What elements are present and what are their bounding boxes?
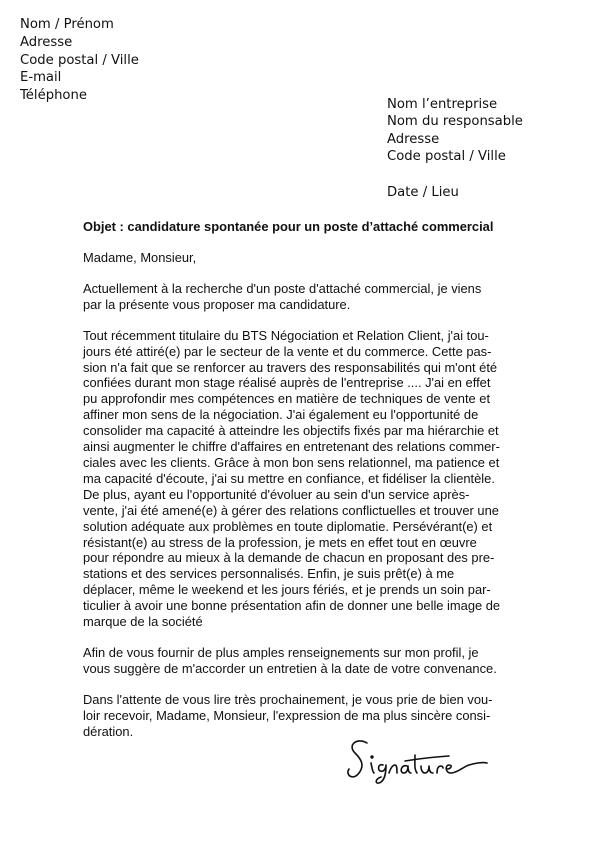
text-line: solution adéquate aux problèmes en toute diplomatie. Persévérant(e) et: [83, 518, 493, 534]
letter-body: [83, 250, 513, 754]
paragraph-closing: [83, 692, 513, 740]
sender-name: Nom / Prénom: [20, 17, 114, 32]
recipient-block: [387, 96, 523, 166]
text-line: Actuellement à la recherche d'un poste d'attaché commercial, je viens: [83, 280, 482, 296]
text-line: vente, j'ai été amené(e) à gérer des relations conflictuelles et trouver une: [83, 502, 499, 518]
letter-subject: Objet : candidature spontanée pour un poste d’attaché commercial: [83, 219, 494, 234]
recipient-company: Nom l’entreprise: [387, 97, 498, 112]
text-line: Afin de vous fournir de plus amples renseignements sur mon profil, je: [83, 644, 479, 660]
text-line: ticulier à avoir une bonne présentation afin de donner une belle image de: [83, 598, 501, 614]
text-line: Tout récemment titulaire du BTS Négociation et Relation Client, j'ai tou-: [83, 327, 489, 343]
paragraph-experience: [83, 328, 513, 630]
text-line: affiner mon sens de la négociation. J'ai également eu l'opportunité de: [83, 407, 479, 423]
signature-scrawl: [345, 735, 490, 785]
recipient-manager: Nom du responsable: [387, 114, 523, 130]
text-line: ainsi augmenter le chiffre d'affaires en entretenant des relations commer-: [83, 439, 500, 455]
text-line: stations et des services personnalisés. Enfin, je suis prêt(e) à me: [83, 566, 455, 582]
text-line: résistant(e) au stress de la profession, je mets en effet tout en œuvre: [83, 534, 477, 550]
paragraph-intro: [83, 281, 513, 313]
text-line: sion n'a fait que se renforcer au travers des responsabilités qui m'ont été: [83, 359, 498, 375]
handwritten-signature: [345, 735, 490, 785]
text-line: déplacer, même le weekend et les jours fériés, et je prends un soin par-: [83, 582, 491, 598]
salutation: Madame, Monsieur,: [83, 250, 197, 265]
date-place: Date / Lieu: [387, 185, 459, 200]
text-line: ciales avec les clients. Grâce à mon bon sens relationnel, ma patience et: [83, 454, 500, 470]
sender-address: Adresse: [20, 34, 73, 50]
text-line: pu approfondir mes compétences en matière de techniques de vente et: [83, 391, 491, 407]
text-line: vous suggère de m'accorder un entretien à la date de votre convenance.: [83, 660, 497, 676]
text-line: ma capacité d'écoute, j'ai su mettre en confiance, et fidéliser la clientèle.: [83, 470, 495, 486]
text-line: pour répondre au mieux à la demande de chacun en proposant des pre-: [83, 550, 495, 566]
sender-block: [20, 16, 139, 105]
text-line: loir recevoir, Madame, Monsieur, l'expression de ma plus sincère consi-: [83, 707, 491, 723]
paragraph-interview: [83, 645, 513, 677]
text-line: De plus, ayant eu l'opportunité d'évoluer au sein d'un service après-: [83, 486, 470, 502]
text-line: jours été attiré(e) par le secteur de la vente et du commerce. Cette pas-: [83, 343, 492, 359]
sender-postal-city: Code postal / Ville: [20, 52, 139, 68]
sender-phone: Téléphone: [20, 88, 87, 104]
text-line: consolider ma capacité à atteindre les objectifs fixés par ma hiérarchie et: [83, 423, 499, 439]
sender-email: E-mail: [20, 70, 62, 86]
text-line: par la présente vous proposer ma candidature.: [83, 296, 351, 312]
text-line: dération.: [83, 723, 134, 739]
text-line: Dans l'attente de vous lire très prochainement, je vous prie de bien vou-: [83, 691, 493, 707]
text-line: marque de la société: [83, 614, 203, 630]
recipient-address: Adresse: [387, 131, 440, 147]
text-line: confiées durant mon stage réalisé auprès de l'entreprise .... J'ai en effet: [83, 375, 491, 391]
recipient-postal-city: Code postal / Ville: [387, 149, 506, 165]
